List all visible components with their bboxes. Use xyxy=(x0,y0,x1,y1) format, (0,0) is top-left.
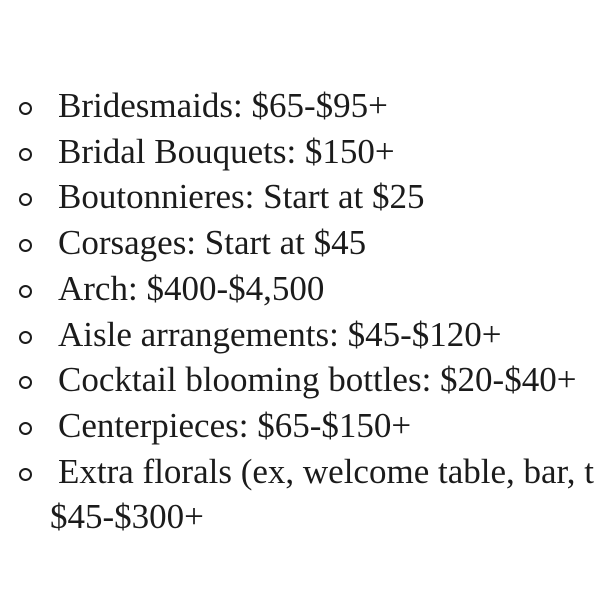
circle-bullet-icon xyxy=(19,102,32,115)
list-item-boutonnieres xyxy=(0,174,600,220)
list-item-text: Bridesmaids: $65-$95+ xyxy=(58,86,388,125)
list-item-arch xyxy=(0,266,600,312)
circle-bullet-icon xyxy=(19,285,32,298)
circle-bullet-icon xyxy=(19,468,32,481)
list-item-text-continued: $45-$300+ xyxy=(50,497,204,537)
list-item-text: Cocktail blooming bottles: $20-$40+ xyxy=(58,360,577,400)
list-item-text: Arch: $400-$4,500 xyxy=(58,268,325,308)
list-item-text: Aisle arrangements: $45-$120+ xyxy=(58,314,502,354)
list-item-bridesmaids xyxy=(0,83,600,129)
list-item-text: Extra florals (ex, welcome table, bar, t xyxy=(58,451,595,491)
circle-bullet-icon xyxy=(19,376,32,389)
circle-bullet-icon xyxy=(19,148,32,161)
list-item-aisle-arrangements xyxy=(0,312,600,358)
list-item-cocktail-blooming-bottles xyxy=(0,357,600,403)
circle-bullet-icon xyxy=(19,193,32,206)
list-item-bridal-bouquets xyxy=(0,129,600,175)
circle-bullet-icon xyxy=(19,331,32,344)
list-item-text: Boutonnieres: Start at $25 xyxy=(58,177,425,217)
list-item-corsages xyxy=(0,220,600,266)
list-item-text: Centerpieces: $65-$150+ xyxy=(58,405,412,445)
list-item-extra-florals xyxy=(0,449,600,540)
circle-bullet-icon xyxy=(19,239,32,252)
list-item-centerpieces xyxy=(0,403,600,449)
list-item-text: Corsages: Start at $45 xyxy=(58,223,367,263)
circle-bullet-icon xyxy=(19,422,32,435)
list-item-text: Bridal Bouquets: $150+ xyxy=(58,131,395,171)
